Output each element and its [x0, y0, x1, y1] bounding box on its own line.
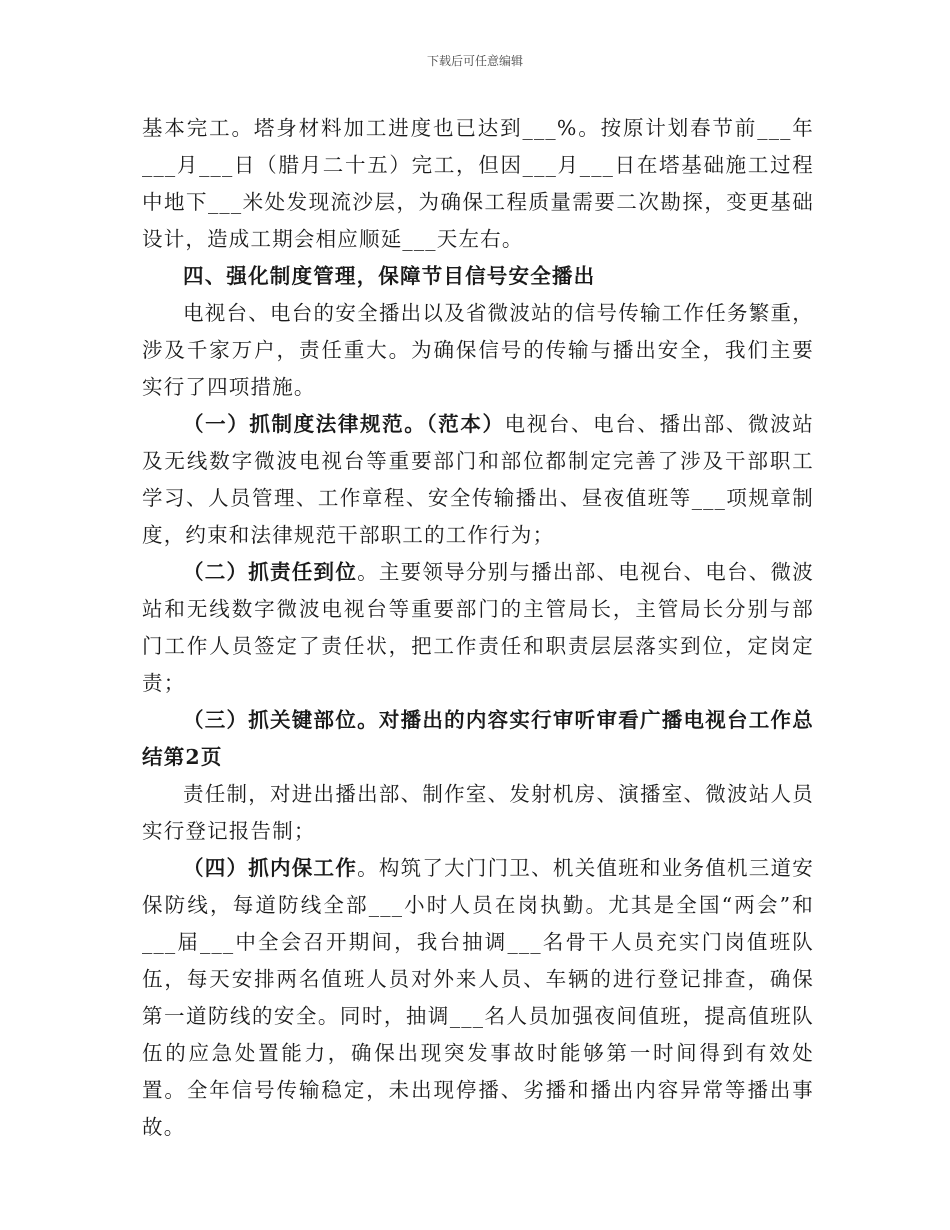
paragraph-measure-three: （三）抓关键部位。对播出的内容实行审听审看广播电视台工作总结第2页: [142, 708, 814, 769]
document-body: [142, 110, 814, 1146]
measure-four-text: 。构筑了大门门卫、机关值班和业务值机三道安保防线，每道防线全部___小时人员在岗执勤。尤其是全国“两会”和___届___中全会召开期间，我台抽调___名骨干人员充实门岗值班队伍，每天安排两名值班人员对外来人员、车辆的进行登记排查，确保第一道防线的安全。同时，抽调___名人员加强夜间值班，提高值班队伍的应急处置能力，确保出现突发事故时能够第一时间得到有效处置。全年信号传输稳定，未出现停播、劣播和播出内容异常等播出事故。: [142, 856, 814, 1139]
paragraph-measure-one: [142, 406, 814, 554]
paragraph-construction-progress: 基本完工。塔身材料加工进度也已达到___%。按原计划春节前___年___月___日（腊月二十五）完工，但因___月___日在塔基础施工过程中地下___米处发现流沙层，为确保工程质量需要二次勘探，变更基础设计，造成工期会相应顺延___天左右。: [142, 116, 814, 251]
measure-two-title: （二）抓责任到位: [183, 560, 358, 584]
paragraph-measure-two: [142, 554, 814, 702]
page-header: 下载后可任意编辑: [426, 54, 523, 68]
measure-one-title: （一）抓制度法律规范。（范本）: [183, 412, 505, 436]
paragraph-safety-intro: 电视台、电台的安全播出以及省微波站的信号传输工作任务繁重，涉及千家万户，责任重大。为确保信号的传输与播出安全，我们主要实行了四项措施。: [142, 301, 814, 399]
measure-four-title: （四）抓内保工作: [183, 856, 358, 880]
paragraph-measure-four: [142, 850, 814, 1146]
measure-one-text: 电视台、电台、播出部、微波站及无线数字微波电视台等重要部门和部位都制定完善了涉及干部职工学习、人员管理、工作章程、安全传输播出、昼夜值班等___项规章制度，约束和法律规范干部职工的工作行为；: [142, 412, 814, 547]
paragraph-responsibility: 责任制，对进出播出部、制作室、发射机房、演播室、微波站人员实行登记报告制；: [142, 782, 814, 843]
section-heading-four: 四、强化制度管理，保障节目信号安全播出: [183, 264, 596, 288]
measure-two-text: 。主要领导分别与播出部、电视台、电台、微波站和无线数字微波电视台等重要部门的主管局长，主管局长分别与部门工作人员签定了责任状，把工作责任和职责层层落实到位，定岗定责；: [142, 560, 814, 695]
